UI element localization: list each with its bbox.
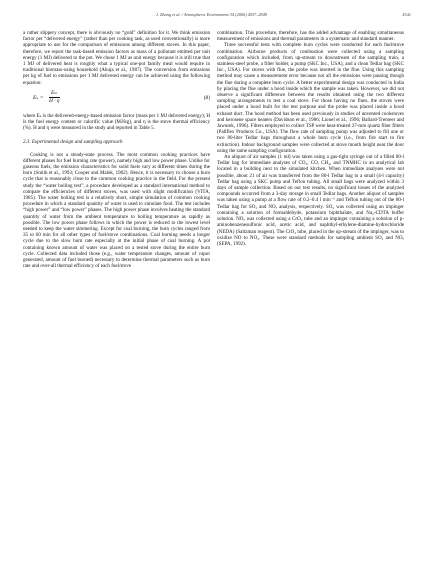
equation-fraction xyxy=(49,90,60,105)
equation-number: (8) xyxy=(203,94,210,101)
equation-numerator: Eₘ xyxy=(51,89,58,96)
equation-8 xyxy=(23,89,210,110)
page-number: 4541 xyxy=(402,12,411,17)
right-column xyxy=(217,30,404,247)
left-column xyxy=(23,30,210,270)
paragraph: Cooking is not a steady-state process. The most common cooking practices have different phases for fuel burning rate (power), namely high and low power phase. Unlike for gaseous fuels, the emission characteristics for solid fuels vary at different times during the burn (Smith et al., 1993; Cooper and Malek, 1982). Hence, it is necessary to choose a burn cycle that is reasonably close to the common cooking practice in the field. For the present study the “water boiling test”, a procedure developed as a standard international method to compare the efficiencies of different stoves, was used with slight modification (VITA, 1985). The water boiling test is a relatively short, simple simulation of common cooking procedure in which a standard quantity of water is used to simulate food. The test includes “high power” and “low power” phases. The high power phase involves heating the standard quantity of water from the ambient temperature to boiling temperature as rapidly as possible. The low power phase follows in which the power is reduced to the lowest level needed to keep the water simmering. Except for coal burning, the burn cycles ranged from 35 to 60 min for all other types of fuel/stove combinations. Coal burning needs a longer cycle due to the slow burn rate especially at the initial phase of coal burning. A pot containing known amount of water was placed on a tested stove during the entire burn cycle. Collected data included those (e.g., water temperature changes, amount of vapor generated, amount of fuel burned) necessary to determine thermal parameters such as burn rate and over-all thermal efficiency of each fuel/stove xyxy=(23,151,210,270)
paragraph: An aliquot of air samples (1 ml) was taken using a gas-tight syringe out of a filled 80-l Tedlar bag for immediate analyses of CO₂, CO, CH₄, and TNMHC in an analytical lab located in a building next to the simulated kitchen. When immediate analyses were not possible, about 21 of air was transferred from the 80-l Tedlar bag to a small (4-l capacity) Tedlar bag using a SKC pump and Teflon tubing. All small bags were analyzed within 3 days of sample collection. Based on our test results, no significant losses of the analyzed compounds occurred from a 3-day storage in small Tedlar bags. Another aliquot of samples was taken using a pump at a flow rate of 0.2–0.4 l min⁻¹ and Teflon tubing out of the 80-l Tedlar bag for SO₂ and NOₓ analysis, respectively. SO₂ was collected using an impinger containing a solution of formaldehyde, potassium biphthalate, and Na₂-CDTA buffer solution. NOₓ was collected using a CrO₃ tube and an impinger containing a solution of p-aminobenzenesulfonic acid, acetic acid, and naphthyl-ethylene-diamine-hydrochloride (NEDA) (Saltzman reagent). The CrO₃ tube, placed in the up-stream of the impinger, was to oxidize NO to NO₂. These were standard methods for sampling ambient SO₂ and NOₓ (SEPA, 1992). xyxy=(217,154,404,247)
paragraph: a rather slippery concept, there is obviously no “gold” definition for it. We think emission factor per “delivered energy” (rather than per cooking task, as used conventionally) is more appropriate to use for the comparison of emissions among different stoves. In this paper, therefore, we report the task-based emission factors as mass of a pollutant emitted per unit energy (1 MJ) delivered to the pot. We chose 1 MJ as unit energy because it is still true that 1 MJ of delivered heat is roughly what a typical one-pot family meal would require in traditional biomass-using household (Ahuja et al., 1987). The conversion from emissions per kg of fuel to emissions per 1 MJ delivered energy can be achieved using the following equation: xyxy=(23,30,210,86)
paragraph: where Eₛ is the delivered-energy-based emission factor (mass per 1 MJ delivered energy); H is the fuel energy content or calorific value (MJ/kg), and η is the stove thermal efficiency (%). H and η were measured in the study and reported in Table 5. xyxy=(23,112,210,132)
paragraph: Three successful tests with complete burn cycles were conducted for each fuel/stove combination. Airborne products of combustion were collected using a sampling configuration which included, from up-stream to downstream of the sampling train, a stainless-steel probe, a filter holder, a pump (SKC Inc., USA), and a clean Tedlar bag (SKC Inc., USA). For stoves with flue, the probe was inserted in the flue. Using this sampling method may cause a measurement error because not all the emissions were passing though the flue during a complete burn cycle. A better experimental design was conducted in India by placing the flue under a hood inside which the sample was taken. However, we did not observe a significant difference between the results obtained using the two different sampling arrangements to test a coal stove. For those having no flues, the stoves were placed under a hood built for the test purpose and the probe was placed inside a hood exhaust duct. The hood method has been used previously in studies of unvented cookstoves and kerosene space heaters (Davidson et al., 1986; Lionel et al., 1996; Ballard-Tremeer and Jawurek, 1996). Filters employed to collect TSP were heat-treated 37-mm quartz fiber filters (Pallflex Products Co., USA). The flow rate of sampling pump was adjusted to fill one or two 80-liter Tedlar bags throughout a whole burn cycle (i.e., from fire start to fire extinction). Indoor background samples were collected at stove mouth height near the door using the same sampling configuration. xyxy=(217,42,404,154)
paragraph: combination. This procedure, therefore, has the added advantage of enabling simultaneous measurement of emissions and thermal parameters in a systematic and standard manner. xyxy=(217,30,404,43)
running-head: J. Zhang et al. / Atmospheric Environment 34 (2000) 4537–4549 xyxy=(155,12,268,17)
equation-lhs: Eₛ = xyxy=(33,94,44,101)
equation-denominator: H · η xyxy=(49,97,60,104)
section-heading: 2.3. Experimental design and sampling approach xyxy=(23,139,123,146)
